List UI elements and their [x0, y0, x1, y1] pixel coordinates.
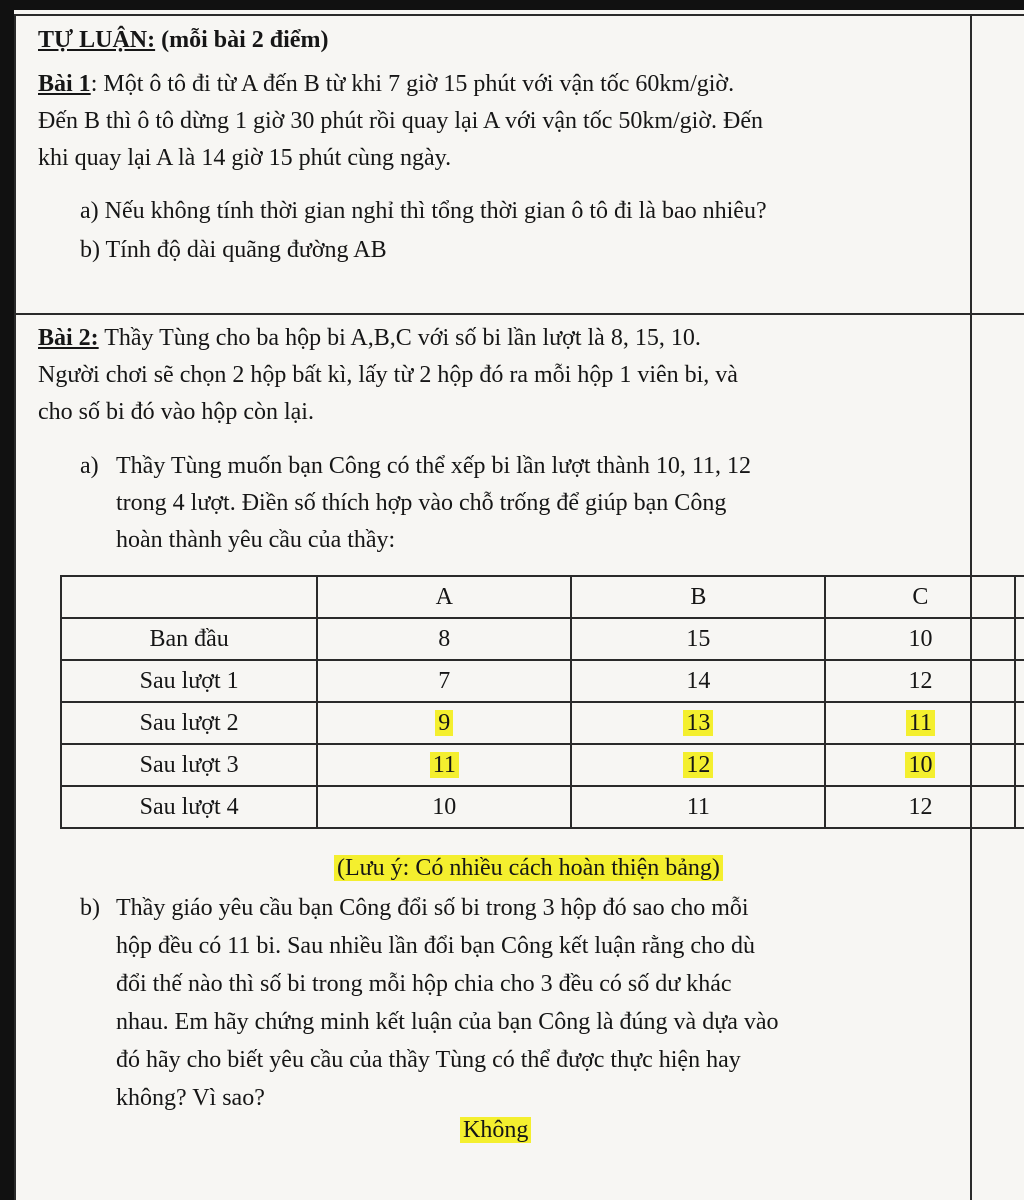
cell-b: 15: [686, 625, 711, 652]
cell-b: 14: [686, 667, 711, 694]
heading-title: TỰ LUẬN:: [38, 27, 156, 53]
extra-cell: [1015, 660, 1024, 702]
problem1-line1: [38, 66, 734, 102]
cell-a-answer: 9: [435, 710, 453, 736]
table-row: [61, 660, 1024, 702]
problem1-line2: Đến B thì ô tô dừng 1 giờ 30 phút rồi quay lại A với vận tốc 50km/giờ. Đến: [38, 108, 764, 134]
header-a: A: [317, 576, 571, 618]
problem1-label: Bài 1: [38, 71, 91, 97]
cell-b-answer: 12: [683, 752, 713, 778]
table-header-row: [61, 576, 1024, 618]
extra-cell: [1015, 786, 1024, 828]
table-row: [61, 702, 1024, 744]
problem2-b-line4: nhau. Em hãy chứng minh kết luận của bạn Công là đúng và dựa vào: [116, 1009, 779, 1035]
problem1-question-b: b) Tính độ dài quãng đường AB: [80, 237, 387, 263]
problem2-b-line3: đổi thế nào thì số bi trong mỗi hộp chia cho 3 đều có số dư khác: [116, 971, 732, 997]
cell-c-answer: 11: [906, 710, 935, 736]
cell-c-answer: 10: [905, 752, 935, 778]
problem2-line1: [38, 320, 701, 356]
table-row: [61, 744, 1024, 786]
cell-a: 10: [432, 793, 457, 820]
cell-b-answer: 13: [683, 710, 713, 736]
problem2-b-line6: không? Vì sao?: [116, 1085, 265, 1111]
marble-table: [60, 575, 1024, 829]
problem2-label: Bài 2:: [38, 325, 99, 351]
table-note-wrap: [334, 850, 723, 886]
cell-a: 8: [438, 625, 451, 652]
problem2-b-line5: đó hãy cho biết yêu cầu của thầy Tùng có thể được thực hiện hay: [116, 1047, 741, 1073]
problem2-a-marker: a): [80, 453, 99, 479]
left-border: [14, 14, 16, 1200]
problem1-question-a: a) Nếu không tính thời gian nghỉ thì tổng thời gian ô tô đi là bao nhiêu?: [80, 198, 767, 224]
cell-a: 7: [438, 667, 451, 694]
section-heading: [38, 22, 328, 58]
problem2-b-line1: Thầy giáo yêu cầu bạn Công đổi số bi trong 3 hộp đó sao cho mỗi: [116, 895, 749, 921]
row-label: Sau lượt 4: [61, 786, 317, 828]
problem2-line2: Người chơi sẽ chọn 2 hộp bất kì, lấy từ 2 hộp đó ra mỗi hộp 1 viên bi, và: [38, 362, 738, 388]
problem2-a-line2: trong 4 lượt. Điền số thích hợp vào chỗ trống để giúp bạn Công: [116, 490, 727, 516]
problem1-text1: : Một ô tô đi từ A đến B từ khi 7 giờ 15 phút với vận tốc 60km/giờ.: [90, 71, 735, 97]
cell-c: 12: [908, 667, 933, 694]
row-label: Ban đầu: [61, 618, 317, 660]
problem2-a-line3: hoàn thành yêu cầu của thầy:: [116, 527, 396, 553]
extra-cell: [1015, 702, 1024, 744]
cell-c: 12: [908, 793, 933, 820]
cell-b: 11: [686, 793, 710, 820]
section-divider: [14, 313, 1024, 315]
extra-cell: [1015, 618, 1024, 660]
problem1-line3: khi quay lại A là 14 giờ 15 phút cùng ngày.: [38, 145, 452, 171]
cell-a-answer: 11: [430, 752, 459, 778]
row-label: Sau lượt 1: [61, 660, 317, 702]
answer: Không: [460, 1117, 531, 1143]
problem2-b-marker: b): [80, 895, 100, 921]
header-c: C: [825, 576, 1015, 618]
table-note: (Lưu ý: Có nhiều cách hoàn thiện bảng): [334, 855, 723, 881]
header-empty: [61, 576, 317, 618]
problem2-line3: cho số bi đó vào hộp còn lại.: [38, 399, 314, 425]
extra-cell: [1015, 744, 1024, 786]
problem2-b-line2: hộp đều có 11 bi. Sau nhiều lần đổi bạn Công kết luận rằng cho dù: [116, 933, 755, 959]
heading-subtitle: (mỗi bài 2 điểm): [155, 27, 329, 53]
problem2-a-line1: Thầy Tùng muốn bạn Công có thể xếp bi lần lượt thành 10, 11, 12: [116, 453, 751, 479]
table-row: [61, 786, 1024, 828]
header-b: B: [571, 576, 825, 618]
top-border: [14, 14, 1024, 16]
table-row: [61, 618, 1024, 660]
cell-c: 10: [908, 625, 933, 652]
answer-wrap: [460, 1112, 531, 1148]
row-label: Sau lượt 2: [61, 702, 317, 744]
extra-cell: [1015, 576, 1024, 618]
problem2-text1: Thầy Tùng cho ba hộp bi A,B,C với số bi lần lượt là 8, 15, 10.: [98, 325, 701, 351]
row-label: Sau lượt 3: [61, 744, 317, 786]
